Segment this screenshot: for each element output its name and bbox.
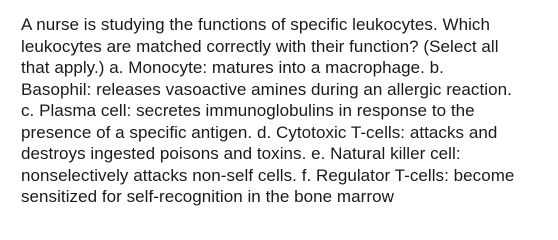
question-line: sensitized for self-recognition in the bone marrow bbox=[21, 187, 394, 206]
question-line: presence of a specific antigen. d. Cytotoxic T-cells: attacks and bbox=[21, 122, 498, 142]
question-line: Basophil: releases vasoactive amines during an allergic reaction. bbox=[21, 79, 512, 99]
question-line: A nurse is studying the functions of specific leukocytes. Which bbox=[21, 15, 490, 34]
question-line: destroys ingested poisons and toxins. e. Natural killer cell: bbox=[21, 144, 461, 163]
question-text bbox=[21, 14, 546, 208]
question-line: that apply.) a. Monocyte: matures into a macrophage. b. bbox=[21, 58, 444, 77]
question-line: nonselectively attacks non-self cells. f. Regulator T-cells: become bbox=[21, 165, 515, 185]
question-line: leukocytes are matched correctly with their function? (Select all bbox=[21, 36, 499, 56]
question-line: c. Plasma cell: secretes immunoglobulins in response to the bbox=[21, 101, 475, 120]
